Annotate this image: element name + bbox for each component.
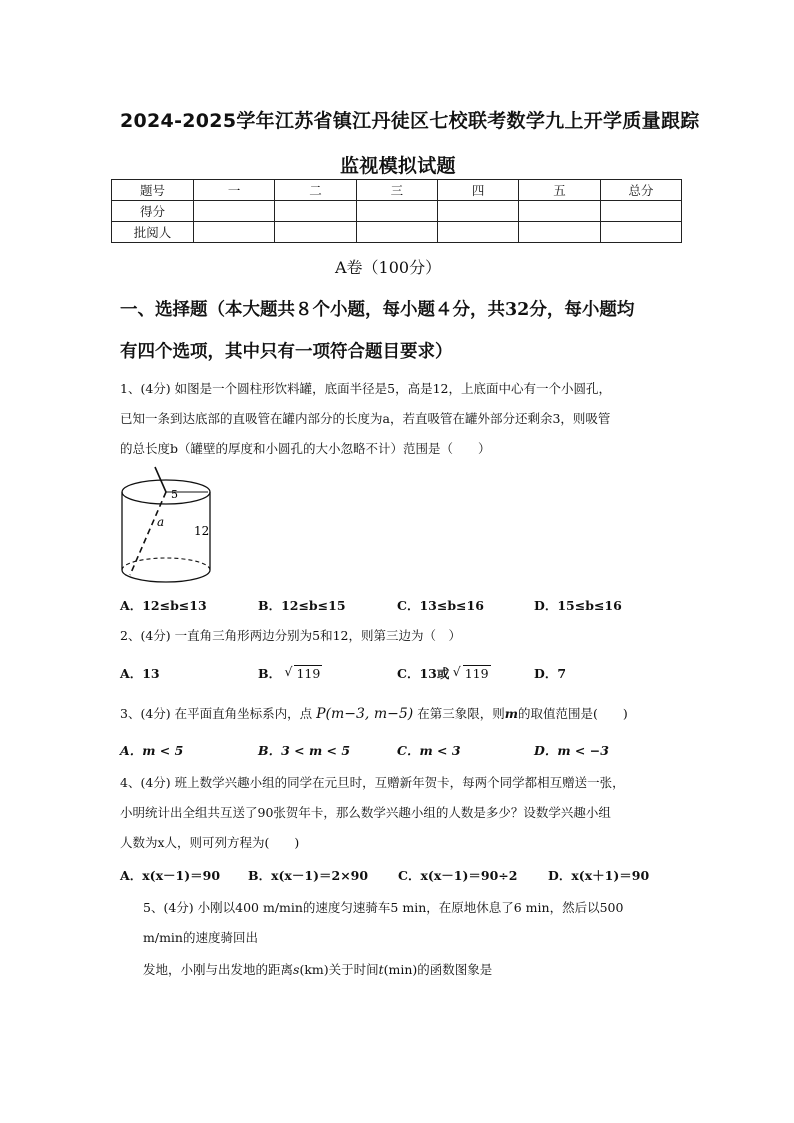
score-cell[interactable] (356, 201, 437, 222)
score-cell[interactable] (194, 201, 275, 222)
q5-stem-line2: m/min的速度骑回出 (143, 930, 258, 945)
reviewer-cell[interactable] (275, 222, 356, 243)
q3-stem-post2: 的取值范围是( ) (517, 706, 628, 721)
q2-option-c[interactable] (397, 664, 491, 682)
q5-var-s: s (293, 962, 300, 977)
part1-heading-line1: 一、选择题（本大题共８个小题，每小题４分，共32分，每小题均 (120, 300, 635, 320)
sqrt-symbol (285, 666, 322, 681)
q1-option-c[interactable]: C．13≤b≤16 (397, 598, 484, 613)
score-table-row (112, 222, 682, 243)
q4-option-b[interactable]: B．x(x－1)＝2×90 (248, 868, 369, 883)
score-table-header-cell: 一 (194, 180, 275, 201)
q4-stem-line2: 小明统计出全组共互送了90张贺年卡，那么数学兴趣小组的人数是多少？设数学兴趣小组 (120, 805, 611, 820)
section-a-heading: A卷（100分） (335, 258, 442, 277)
page-title-line1: 2024-2025学年江苏省镇江丹徒区七校联考数学九上开学质量跟踪 (120, 110, 700, 132)
score-table-row-label: 得分 (112, 201, 194, 222)
straw-length-label: a (157, 515, 165, 529)
q3-stem (120, 704, 628, 722)
reviewer-cell[interactable] (519, 222, 600, 243)
straw-inside (130, 492, 166, 575)
q3-option-b[interactable]: B．3 < m < 5 (258, 743, 351, 758)
q4-option-c[interactable]: C．x(x－1)＝90÷2 (398, 868, 518, 883)
q3-point: P(m−3, m−5) (316, 706, 414, 722)
score-table-header-cell: 题号 (112, 180, 194, 201)
reviewer-cell[interactable] (356, 222, 437, 243)
q3-option-a[interactable]: A．m < 5 (120, 743, 184, 758)
score-table-header-cell: 二 (275, 180, 356, 201)
q3-option-c[interactable]: C．m < 3 (397, 743, 461, 758)
score-table-row (112, 201, 682, 222)
q5-line3-mid: (km)关于时间 (299, 962, 379, 977)
reviewer-cell[interactable] (194, 222, 275, 243)
cylinder-figure (112, 463, 222, 588)
q2-option-b[interactable] (258, 664, 322, 682)
q1-option-b[interactable]: B．12≤b≤15 (258, 598, 346, 613)
q2-option-a[interactable]: A．13 (120, 666, 160, 681)
q5-stem-line3 (143, 960, 492, 978)
cylinder-bottom-back (122, 558, 210, 570)
page-title-line2: 监视模拟试题 (340, 155, 456, 177)
q3-option-d[interactable]: D．m < −3 (534, 743, 609, 758)
score-table-header-cell: 总分 (600, 180, 681, 201)
radius-label: 5 (171, 488, 178, 501)
q1-stem-line3: 的总长度b（罐壁的厚度和小圆孔的大小忽略不计）范围是（ ） (120, 441, 491, 456)
cylinder-bottom-front (122, 570, 210, 582)
q5-var-t: t (378, 962, 384, 977)
q4-stem-line3: 人数为x人，则可列方程为( ) (120, 835, 300, 850)
score-table-header-cell: 五 (519, 180, 600, 201)
q1-option-d[interactable]: D．15≤b≤16 (534, 598, 622, 613)
q5-stem-line1: 5、(4分) 小刚以400 m/min的速度匀速骑车5 min，在原地休息了6 min，然后以500 (143, 900, 624, 915)
score-cell[interactable] (519, 201, 600, 222)
score-table-header-cell: 四 (437, 180, 518, 201)
score-table (111, 179, 682, 243)
q3-var: m (504, 706, 518, 721)
reviewer-cell[interactable] (437, 222, 518, 243)
q1-stem-line1: 1、(4分) 如图是一个圆柱形饮料罐，底面半径是5，高是12，上底面中心有一个小圆孔， (120, 381, 611, 396)
q2-option-c-label: C．13或 (397, 666, 450, 681)
q2-stem: 2、(4分) 一直角三角形两边分别为5和12，则第三边为（ ） (120, 628, 461, 643)
q2-option-d[interactable]: D．7 (534, 666, 567, 681)
radicand: 119 (296, 666, 321, 681)
q4-option-a[interactable]: A．x(x－1)＝90 (120, 868, 221, 883)
score-table-header-cell: 三 (356, 180, 437, 201)
q5-line3-pre: 发地，小刚与出发地的距离 (143, 962, 294, 977)
q1-stem-line2: 已知一条到达底部的直吸管在罐内部分的长度为a，若直吸管在罐外部分还剩余3，则吸管 (120, 411, 611, 426)
part1-heading-line2: 有四个选项，其中只有一项符合题目要求） (120, 342, 453, 362)
score-cell[interactable] (275, 201, 356, 222)
score-table-row-label: 批阅人 (112, 222, 194, 243)
score-cell[interactable] (437, 201, 518, 222)
q3-stem-post: 在第三象限，则 (417, 706, 505, 721)
score-table-header-row (112, 180, 682, 201)
q4-option-d[interactable]: D．x(x＋1)＝90 (548, 868, 650, 883)
q3-stem-pre: 3、(4分) 在平面直角坐标系内，点 (120, 706, 313, 721)
q5-line3-post: (min)的函数图象是 (383, 962, 493, 977)
q1-option-a[interactable]: A．12≤b≤13 (120, 598, 207, 613)
reviewer-cell[interactable] (600, 222, 681, 243)
radicand: 119 (464, 666, 489, 681)
height-label: 12 (194, 524, 210, 538)
score-cell[interactable] (600, 201, 681, 222)
q2-option-b-label: B． (258, 666, 282, 681)
q4-stem-line1: 4、(4分) 班上数学兴趣小组的同学在元旦时，互赠新年贺卡，每两个同学都相互赠送一张， (120, 775, 625, 790)
sqrt-symbol (454, 666, 491, 681)
